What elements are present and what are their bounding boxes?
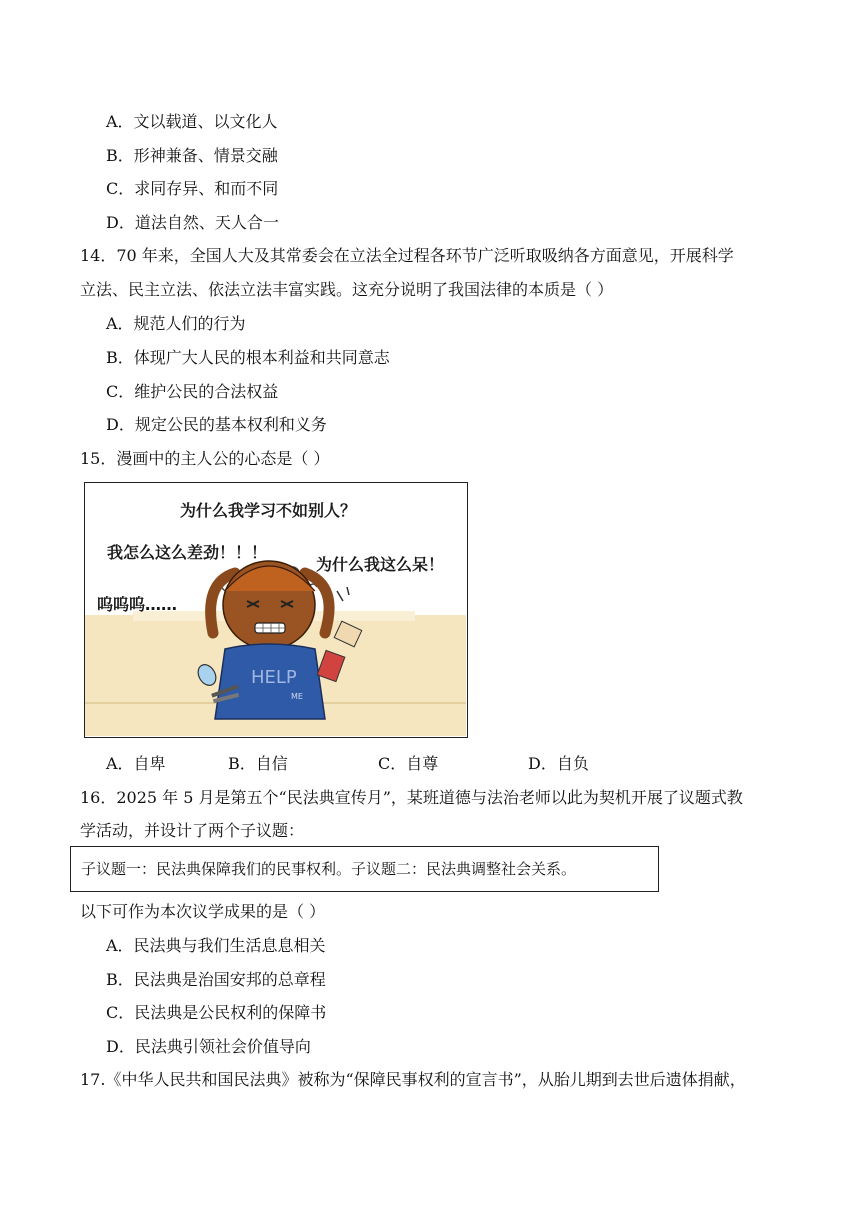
q16-stem-line2: 学活动，并设计了两个子议题： [80,821,305,840]
q14-stem-line2: 立法、民主立法、依法立法丰富实践。这充分说明了我国法律的本质是（ ） [80,280,614,299]
q15-option-b: B．自信 [228,754,288,773]
q16-option-b: B．民法典是治国安邦的总章程 [106,970,326,989]
q13-option-d: D．道法自然、天人合一 [106,213,279,232]
q14-option-c: C．维护公民的合法权益 [106,382,279,401]
q14-option-a: A．规范人们的行为 [106,314,246,333]
q16-subtopic-text: 子议题一：民法典保障我们的民事权利。子议题二：民法典调整社会关系。 [81,860,577,878]
q14-stem-line1: 14．70 年来，全国人大及其常委会在立法全过程各环节广泛听取吸纳各方面意见，开展科学 [80,246,734,265]
cartoon-crying-text: 呜呜呜…… [97,595,178,614]
shirt-text: HELP [251,667,297,688]
q16-option-a: A．民法典与我们生活息息相关 [106,936,326,955]
q13-option-a: A．文以载道、以文化人 [106,112,278,131]
q13-option-c: C．求同存异、和而不同 [106,179,279,198]
cartoon-title-text: 为什么我学习不如别人？ [180,501,357,520]
q16-option-d: D．民法典引领社会价值导向 [106,1037,311,1056]
q13-option-b: B．形神兼备、情景交融 [106,146,278,165]
q14-option-d: D．规定公民的基本权利和义务 [106,415,327,434]
q16-subtopic-box [70,846,659,892]
shirt-small-text: ME [291,692,303,701]
q16-option-c: C．民法典是公民权利的保障书 [106,1003,327,1022]
cartoon-bubble-left: 我怎么这么差劲！！！ [107,543,268,562]
q14-option-b: B．体现广大人民的根本利益和共同意志 [106,348,390,367]
q16-prompt: 以下可作为本次议学成果的是（ ） [80,902,326,921]
q17-stem-line1: 17.《中华人民共和国民法典》被称为“保障民事权利的宣言书”，从胎儿期到去世后遗体捐献， [80,1070,746,1089]
q15-option-d: D．自负 [528,754,589,773]
q15-option-a: A．自卑 [106,754,166,773]
q16-stem-line1: 16．2025 年 5 月是第五个“民法典宣传月”，某班道德与法治老师以此为契机开展了议题式教 [80,788,743,807]
q15-stem: 15．漫画中的主人公的心态是（ ） [80,449,330,468]
cartoon-bubble-right: 为什么我这么呆！ [316,555,445,574]
q15-cartoon [84,482,468,738]
q15-option-c: C．自尊 [378,754,439,773]
